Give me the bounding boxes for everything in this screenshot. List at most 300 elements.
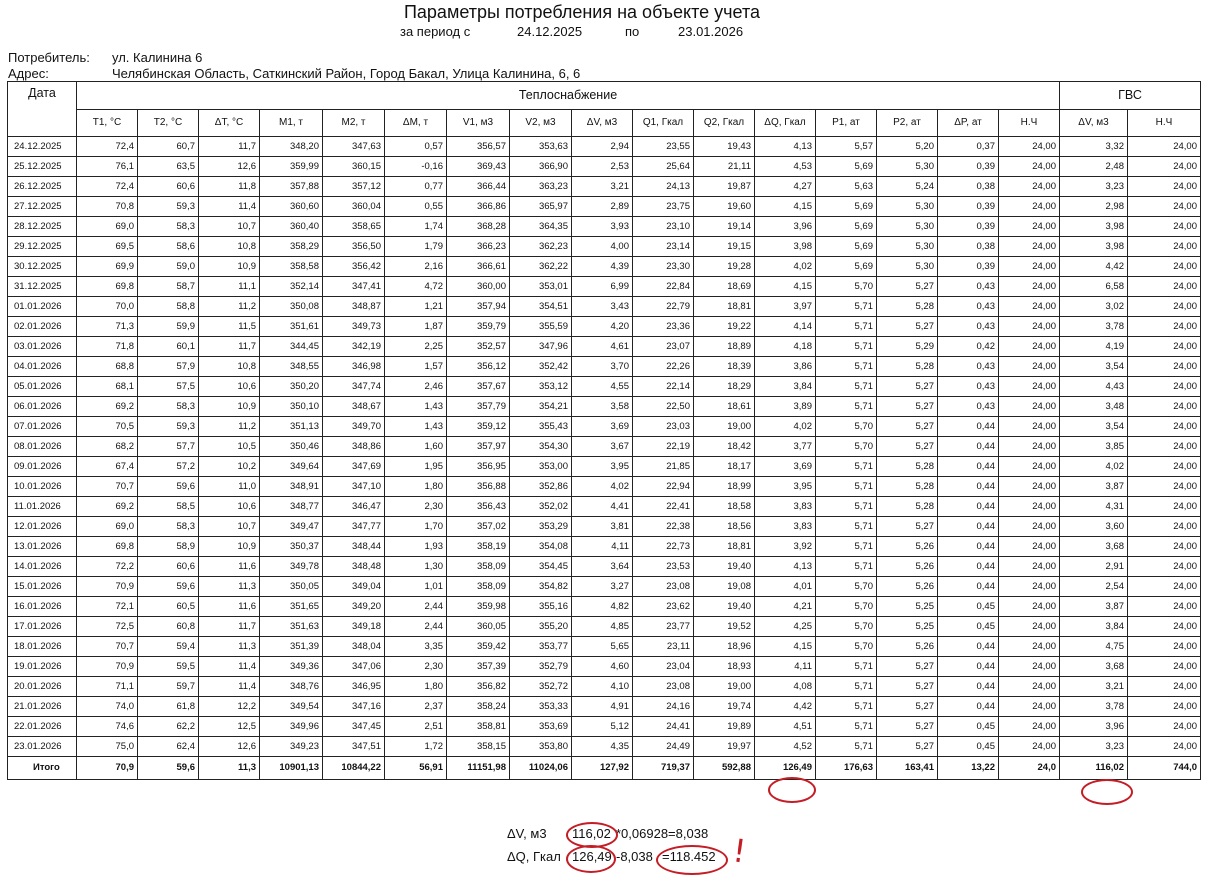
table-cell: 2,30: [385, 497, 447, 517]
table-row: [8, 677, 1201, 697]
table-cell: 24,00: [999, 537, 1060, 557]
table-cell: 358,15: [447, 737, 510, 757]
table-cell: 4,51: [755, 717, 816, 737]
table-cell: 24,00: [1128, 497, 1201, 517]
table-cell: 1,74: [385, 217, 447, 237]
table-row: [8, 217, 1201, 237]
table-cell: 347,74: [323, 377, 385, 397]
table-cell: 4,01: [755, 577, 816, 597]
table-cell: 359,42: [447, 637, 510, 657]
table-cell: 60,6: [138, 177, 199, 197]
table-cell: 18,42: [694, 437, 755, 457]
table-cell: 358,09: [447, 577, 510, 597]
table-cell: 3,27: [572, 577, 633, 597]
table-row: [8, 617, 1201, 637]
table-cell: 354,82: [510, 577, 572, 597]
period-mid: по: [625, 24, 640, 39]
table-cell: 3,35: [385, 637, 447, 657]
row-date: 28.12.2025: [8, 217, 77, 237]
table-cell: 1,21: [385, 297, 447, 317]
table-row: [8, 697, 1201, 717]
table-cell: 366,23: [447, 237, 510, 257]
table-cell: 11,5: [199, 317, 260, 337]
table-cell: 355,59: [510, 317, 572, 337]
table-cell: 3,69: [572, 417, 633, 437]
table-cell: 0,43: [938, 377, 999, 397]
table-cell: 5,27: [877, 737, 938, 757]
table-cell: 63,5: [138, 157, 199, 177]
table-cell: 68,1: [77, 377, 138, 397]
row-date: 20.01.2026: [8, 677, 77, 697]
table-cell: 57,9: [138, 357, 199, 377]
table-cell: 59,4: [138, 637, 199, 657]
address-value: Челябинская Область, Саткинский Район, Город Бакал, Улица Калинина, 6, 6: [112, 66, 581, 81]
column-header: Q1, Гкал: [633, 110, 694, 137]
table-cell: 5,69: [816, 197, 877, 217]
table-cell: 2,91: [1060, 557, 1128, 577]
table-cell: 360,40: [260, 217, 323, 237]
table-row: [8, 737, 1201, 757]
table-cell: 18,39: [694, 357, 755, 377]
table-cell: 358,29: [260, 237, 323, 257]
table-cell: 3,96: [755, 217, 816, 237]
table-cell: 24,00: [1128, 457, 1201, 477]
table-cell: 18,96: [694, 637, 755, 657]
table-cell: 353,29: [510, 517, 572, 537]
table-cell: 1,80: [385, 477, 447, 497]
table-cell: 11,8: [199, 177, 260, 197]
table-cell: 22,79: [633, 297, 694, 317]
table-cell: 5,30: [877, 237, 938, 257]
table-cell: 18,93: [694, 657, 755, 677]
row-date: 07.01.2026: [8, 417, 77, 437]
table-cell: 19,08: [694, 577, 755, 597]
table-cell: 2,51: [385, 717, 447, 737]
table-cell: 4,31: [1060, 497, 1128, 517]
table-cell: 5,71: [816, 457, 877, 477]
table-cell: 11,6: [199, 557, 260, 577]
table-cell: 3,23: [1060, 737, 1128, 757]
table-cell: 2,37: [385, 697, 447, 717]
table-cell: 3,68: [1060, 657, 1128, 677]
table-cell: 24,00: [999, 297, 1060, 317]
table-cell: 0,39: [938, 257, 999, 277]
total-cell: 127,92: [572, 757, 633, 780]
table-cell: 1,95: [385, 457, 447, 477]
table-row: [8, 197, 1201, 217]
table-cell: 58,9: [138, 537, 199, 557]
table-cell: 0,43: [938, 277, 999, 297]
table-cell: 5,71: [816, 537, 877, 557]
table-cell: 58,3: [138, 397, 199, 417]
table-cell: 4,15: [755, 197, 816, 217]
table-cell: 347,51: [323, 737, 385, 757]
row-date: 22.01.2026: [8, 717, 77, 737]
table-cell: 23,30: [633, 257, 694, 277]
table-cell: 24,00: [999, 317, 1060, 337]
table-cell: 24,00: [1128, 297, 1201, 317]
note1-label: ΔV, м3: [507, 826, 547, 841]
table-cell: 347,16: [323, 697, 385, 717]
table-cell: 352,02: [510, 497, 572, 517]
note2-label: ΔQ, Гкал: [507, 849, 561, 864]
table-cell: 2,30: [385, 657, 447, 677]
table-row: [8, 497, 1201, 517]
row-date: 13.01.2026: [8, 537, 77, 557]
table-row: [8, 517, 1201, 537]
table-cell: 71,3: [77, 317, 138, 337]
table-cell: 21,11: [694, 157, 755, 177]
table-cell: 72,4: [77, 137, 138, 157]
table-cell: 24,00: [999, 737, 1060, 757]
table-cell: 58,5: [138, 497, 199, 517]
table-cell: 0,43: [938, 397, 999, 417]
table-cell: 24,00: [1128, 257, 1201, 277]
table-cell: 5,65: [572, 637, 633, 657]
table-cell: 5,27: [877, 517, 938, 537]
table-cell: 22,73: [633, 537, 694, 557]
table-cell: 4,61: [572, 337, 633, 357]
table-cell: 19,00: [694, 417, 755, 437]
total-cell: 13,22: [938, 757, 999, 780]
table-cell: 349,47: [260, 517, 323, 537]
table-cell: 3,21: [1060, 677, 1128, 697]
table-cell: 72,4: [77, 177, 138, 197]
table-cell: 350,05: [260, 577, 323, 597]
table-cell: 3,70: [572, 357, 633, 377]
table-cell: 352,42: [510, 357, 572, 377]
table-cell: 4,72: [385, 277, 447, 297]
table-cell: 357,67: [447, 377, 510, 397]
table-cell: 24,00: [1128, 157, 1201, 177]
row-date: 31.12.2025: [8, 277, 77, 297]
table-cell: 360,05: [447, 617, 510, 637]
table-cell: 24,00: [999, 577, 1060, 597]
table-cell: 24,00: [1128, 357, 1201, 377]
table-cell: 24,00: [1128, 617, 1201, 637]
table-cell: 10,9: [199, 257, 260, 277]
table-cell: 18,56: [694, 517, 755, 537]
table-cell: 357,02: [447, 517, 510, 537]
table-cell: 24,00: [999, 137, 1060, 157]
table-cell: 357,79: [447, 397, 510, 417]
table-cell: 4,27: [755, 177, 816, 197]
exclamation-mark: !: [730, 831, 749, 871]
row-date: 14.01.2026: [8, 557, 77, 577]
table-cell: 4,41: [572, 497, 633, 517]
table-cell: 4,43: [1060, 377, 1128, 397]
table-cell: 5,30: [877, 217, 938, 237]
highlight-circle-dv-total: [1081, 779, 1133, 805]
table-cell: 24,00: [999, 257, 1060, 277]
table-cell: 5,25: [877, 617, 938, 637]
row-date: 18.01.2026: [8, 637, 77, 657]
table-cell: 70,8: [77, 197, 138, 217]
table-cell: 3,93: [572, 217, 633, 237]
table-cell: 358,09: [447, 557, 510, 577]
table-cell: 69,8: [77, 277, 138, 297]
table-cell: 349,96: [260, 717, 323, 737]
table-cell: 5,71: [816, 397, 877, 417]
table-cell: 22,26: [633, 357, 694, 377]
table-cell: 24,00: [999, 237, 1060, 257]
table-cell: 4,42: [755, 697, 816, 717]
table-cell: 23,77: [633, 617, 694, 637]
row-date: 08.01.2026: [8, 437, 77, 457]
table-cell: 24,00: [999, 657, 1060, 677]
table-cell: 0,43: [938, 297, 999, 317]
table-cell: 3,69: [755, 457, 816, 477]
table-cell: 350,08: [260, 297, 323, 317]
table-cell: 342,19: [323, 337, 385, 357]
column-header: Н.Ч: [999, 110, 1060, 137]
table-cell: 22,38: [633, 517, 694, 537]
heat-supply-header: Теплоснабжение: [77, 82, 1060, 110]
table-cell: 5,71: [816, 657, 877, 677]
table-cell: 5,27: [877, 717, 938, 737]
total-label: Итого: [8, 757, 77, 780]
table-cell: 348,76: [260, 677, 323, 697]
table-cell: 24,00: [1128, 717, 1201, 737]
table-cell: 0,44: [938, 437, 999, 457]
table-cell: 24,41: [633, 717, 694, 737]
table-cell: 5,28: [877, 477, 938, 497]
table-cell: 23,75: [633, 197, 694, 217]
total-cell: 163,41: [877, 757, 938, 780]
date-header: Дата: [8, 82, 77, 137]
table-row: [8, 137, 1201, 157]
table-row: [8, 717, 1201, 737]
table-cell: 5,71: [816, 717, 877, 737]
table-cell: 4,15: [755, 637, 816, 657]
column-header: ΔM, т: [385, 110, 447, 137]
table-cell: 4,18: [755, 337, 816, 357]
table-cell: 24,00: [1128, 597, 1201, 617]
table-cell: 357,88: [260, 177, 323, 197]
table-cell: 69,8: [77, 537, 138, 557]
table-cell: 5,71: [816, 697, 877, 717]
table-cell: 4,11: [572, 537, 633, 557]
table-cell: 4,08: [755, 677, 816, 697]
table-cell: 3,60: [1060, 517, 1128, 537]
table-cell: 57,5: [138, 377, 199, 397]
table-cell: 5,71: [816, 317, 877, 337]
table-cell: 10,5: [199, 437, 260, 457]
table-body: [8, 137, 1201, 780]
table-cell: 348,77: [260, 497, 323, 517]
table-cell: 75,0: [77, 737, 138, 757]
table-cell: 19,89: [694, 717, 755, 737]
table-cell: 5,70: [816, 637, 877, 657]
table-cell: 5,25: [877, 597, 938, 617]
table-cell: 11,0: [199, 477, 260, 497]
table-cell: 368,28: [447, 217, 510, 237]
table-cell: 24,00: [999, 457, 1060, 477]
table-cell: 354,08: [510, 537, 572, 557]
row-date: 16.01.2026: [8, 597, 77, 617]
table-cell: 6,58: [1060, 277, 1128, 297]
table-cell: 0,55: [385, 197, 447, 217]
table-cell: 5,71: [816, 497, 877, 517]
table-cell: 4,20: [572, 317, 633, 337]
table-cell: 4,02: [755, 257, 816, 277]
table-cell: 19,00: [694, 677, 755, 697]
table-cell: 60,8: [138, 617, 199, 637]
table-cell: 10,8: [199, 357, 260, 377]
table-cell: 12,6: [199, 157, 260, 177]
table-cell: 3,78: [1060, 317, 1128, 337]
column-header: Н.Ч: [1128, 110, 1201, 137]
table-cell: 19,74: [694, 697, 755, 717]
table-cell: 58,8: [138, 297, 199, 317]
row-date: 02.01.2026: [8, 317, 77, 337]
table-cell: 366,86: [447, 197, 510, 217]
table-cell: 3,54: [1060, 357, 1128, 377]
column-header: T1, °C: [77, 110, 138, 137]
table-cell: 70,7: [77, 637, 138, 657]
column-header: M2, т: [323, 110, 385, 137]
table-cell: 346,47: [323, 497, 385, 517]
table-cell: 5,71: [816, 477, 877, 497]
total-cell: 11024,06: [510, 757, 572, 780]
table-cell: 19,97: [694, 737, 755, 757]
table-cell: 11,6: [199, 597, 260, 617]
column-header: Q2, Гкал: [694, 110, 755, 137]
table-cell: 5,27: [877, 377, 938, 397]
table-cell: 1,43: [385, 397, 447, 417]
table-cell: 3,86: [755, 357, 816, 377]
table-cell: 5,70: [816, 277, 877, 297]
table-row: [8, 257, 1201, 277]
table-cell: 4,60: [572, 657, 633, 677]
table-cell: 24,00: [999, 357, 1060, 377]
table-cell: 5,71: [816, 517, 877, 537]
table-cell: 72,2: [77, 557, 138, 577]
table-cell: 10,7: [199, 217, 260, 237]
table-cell: 4,25: [755, 617, 816, 637]
table-cell: 4,02: [755, 417, 816, 437]
table-cell: 3,97: [755, 297, 816, 317]
table-cell: 24,00: [1128, 697, 1201, 717]
table-cell: 12,5: [199, 717, 260, 737]
table-row: [8, 277, 1201, 297]
table-cell: 5,26: [877, 637, 938, 657]
table-cell: 24,00: [1128, 237, 1201, 257]
table-row: [8, 377, 1201, 397]
table-cell: 0,44: [938, 537, 999, 557]
table-cell: 0,39: [938, 157, 999, 177]
table-cell: 11,1: [199, 277, 260, 297]
row-date: 27.12.2025: [8, 197, 77, 217]
table-cell: 23,04: [633, 657, 694, 677]
table-cell: 0,57: [385, 137, 447, 157]
table-row: [8, 597, 1201, 617]
table-cell: 22,19: [633, 437, 694, 457]
table-cell: 0,37: [938, 137, 999, 157]
table-cell: 0,44: [938, 557, 999, 577]
highlight-circle-dq-total: [768, 777, 816, 803]
table-cell: 24,00: [1128, 537, 1201, 557]
table-cell: 349,73: [323, 317, 385, 337]
table-cell: 24,00: [1128, 197, 1201, 217]
table-cell: 347,69: [323, 457, 385, 477]
table-cell: 3,64: [572, 557, 633, 577]
table-cell: 24,00: [1128, 517, 1201, 537]
table-cell: 355,20: [510, 617, 572, 637]
table-cell: 356,43: [447, 497, 510, 517]
table-cell: 23,11: [633, 637, 694, 657]
table-cell: 5,30: [877, 257, 938, 277]
table-cell: 3,98: [1060, 217, 1128, 237]
table-cell: 24,00: [999, 697, 1060, 717]
table-cell: 2,94: [572, 137, 633, 157]
table-cell: 23,36: [633, 317, 694, 337]
table-cell: 72,1: [77, 597, 138, 617]
table-cell: 21,85: [633, 457, 694, 477]
table-cell: 24,00: [1128, 657, 1201, 677]
highlight-circle-note2: [566, 845, 616, 873]
table-cell: 5,30: [877, 157, 938, 177]
table-cell: 11,4: [199, 677, 260, 697]
table-cell: 19,15: [694, 237, 755, 257]
table-cell: 24,00: [1128, 557, 1201, 577]
table-cell: 62,2: [138, 717, 199, 737]
table-cell: 4,15: [755, 277, 816, 297]
table-cell: 60,7: [138, 137, 199, 157]
table-cell: 57,2: [138, 457, 199, 477]
table-cell: 0,44: [938, 417, 999, 437]
table-cell: 354,45: [510, 557, 572, 577]
table-cell: 352,72: [510, 677, 572, 697]
table-cell: 3,48: [1060, 397, 1128, 417]
table-cell: 365,97: [510, 197, 572, 217]
total-cell: 59,6: [138, 757, 199, 780]
table-cell: 5,27: [877, 657, 938, 677]
table-cell: 10,7: [199, 517, 260, 537]
table-cell: 5,26: [877, 537, 938, 557]
table-cell: 5,69: [816, 257, 877, 277]
table-cell: 24,00: [999, 377, 1060, 397]
highlight-circle-result: [656, 845, 728, 875]
table-cell: 5,27: [877, 697, 938, 717]
note1-rest: *0,06928=8,038: [616, 826, 709, 841]
table-cell: 69,0: [77, 217, 138, 237]
table-cell: 346,95: [323, 677, 385, 697]
table-cell: 0,44: [938, 497, 999, 517]
table-cell: 3,68: [1060, 537, 1128, 557]
table-cell: 350,20: [260, 377, 323, 397]
table-cell: 348,04: [323, 637, 385, 657]
table-cell: 350,46: [260, 437, 323, 457]
table-cell: 24,00: [999, 277, 1060, 297]
table-cell: 60,6: [138, 557, 199, 577]
table-cell: 5,70: [816, 417, 877, 437]
table-cell: 353,00: [510, 457, 572, 477]
row-date: 19.01.2026: [8, 657, 77, 677]
table-cell: 5,69: [816, 237, 877, 257]
table-cell: 18,99: [694, 477, 755, 497]
table-cell: 352,86: [510, 477, 572, 497]
table-cell: 59,0: [138, 257, 199, 277]
row-date: 01.01.2026: [8, 297, 77, 317]
table-cell: 19,60: [694, 197, 755, 217]
consumption-table: [7, 81, 1201, 780]
table-cell: 22,84: [633, 277, 694, 297]
table-cell: 24,00: [999, 417, 1060, 437]
table-cell: 2,48: [1060, 157, 1128, 177]
table-cell: 59,9: [138, 317, 199, 337]
table-cell: 3,98: [1060, 237, 1128, 257]
